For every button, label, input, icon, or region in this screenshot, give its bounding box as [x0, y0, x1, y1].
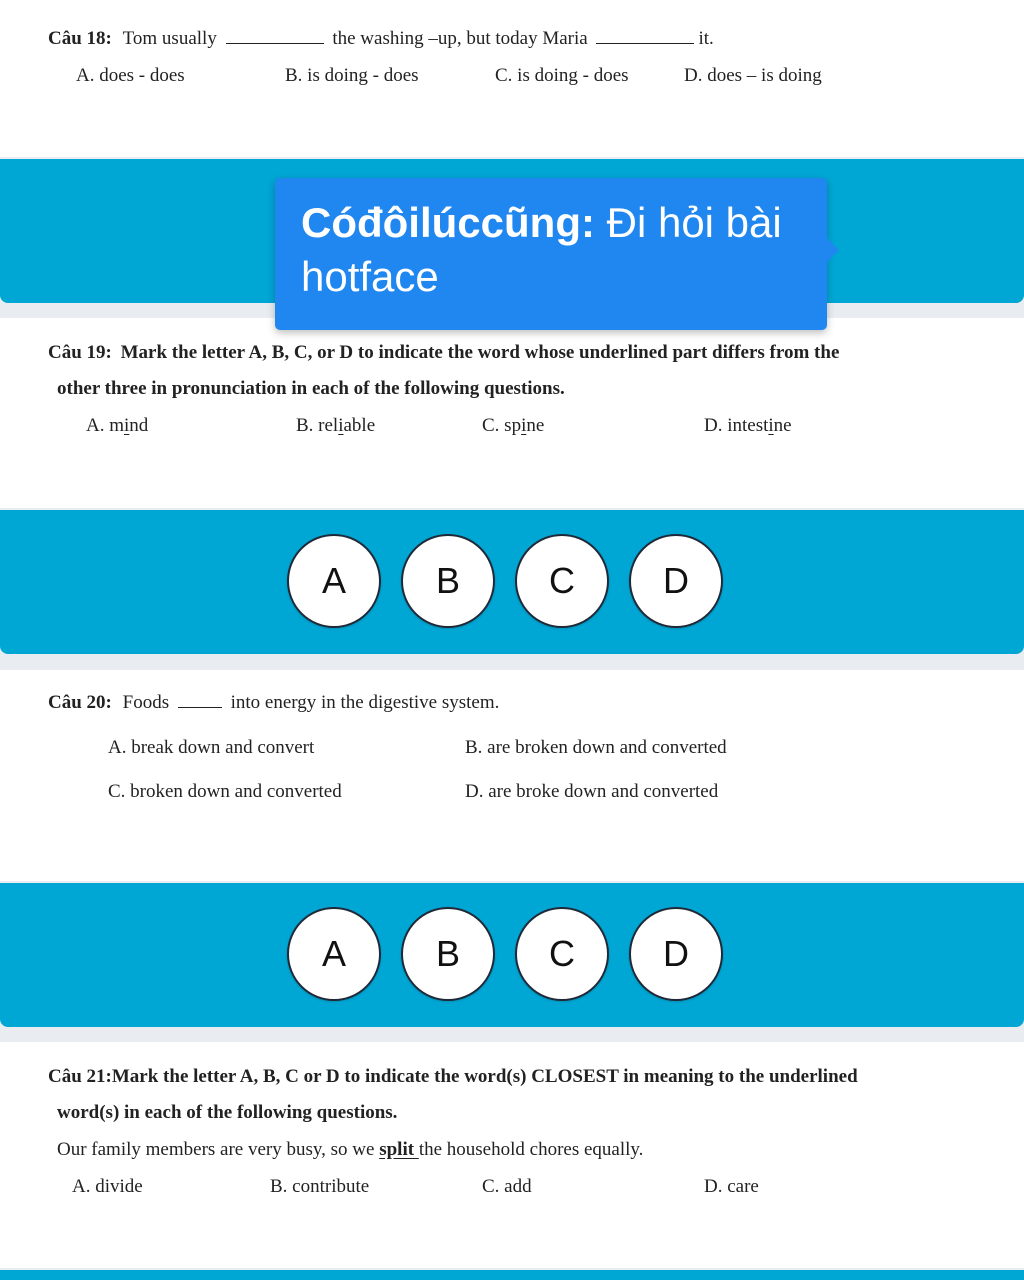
option-b: B. is doing - does [285, 65, 419, 86]
underlined-word: split [379, 1139, 419, 1160]
question-20-text: Câu 20: Foods into energy in the digestive system. [48, 692, 500, 713]
option-a: A. mind [86, 415, 149, 436]
answer-button-a[interactable]: A [287, 907, 381, 1001]
answer-button-c[interactable]: C [515, 534, 609, 628]
answer-button-d[interactable]: D [629, 907, 723, 1001]
question-18-card [0, 0, 1024, 157]
question-19-text-line-2: other three in pronunciation in each of the following questions. [57, 378, 565, 399]
answer-button-c[interactable]: C [515, 907, 609, 1001]
answer-band [0, 510, 1024, 654]
option-a: A. divide [72, 1176, 143, 1197]
answer-button-b[interactable]: B [401, 907, 495, 1001]
question-20-card [0, 670, 1024, 881]
question-19-card [0, 318, 1024, 508]
answer-button-b[interactable]: B [401, 534, 495, 628]
question-18-text: Câu 18: Tom usually the washing –up, but today Maria it. [48, 28, 714, 49]
option-b: B. reliable [296, 415, 376, 436]
option-c: C. add [482, 1176, 532, 1197]
option-d: D. are broke down and converted [465, 781, 719, 802]
popup-bold-text: Cóđôilúccũng: [301, 199, 595, 246]
question-19-text: Câu 19: Mark the letter A, B, C, or D to indicate the word whose underlined part differs from the [48, 342, 840, 363]
option-a: A. break down and convert [108, 737, 315, 758]
question-21-card [0, 1042, 1024, 1268]
answer-band [0, 883, 1024, 1027]
answer-button-a[interactable]: A [287, 534, 381, 628]
question-number: Câu 18: [48, 28, 112, 49]
option-b: B. contribute [270, 1176, 370, 1197]
question-21-text-line-2: word(s) in each of the following questions. [57, 1102, 398, 1123]
popup-tail [827, 238, 839, 262]
question-number: Câu 21: [48, 1066, 112, 1087]
answer-band [0, 1270, 1024, 1280]
popup-text: Đi hỏi bài hotface [301, 199, 782, 300]
answer-blank [178, 694, 222, 708]
option-d: D. intestine [704, 415, 792, 436]
option-c: C. broken down and converted [108, 781, 342, 802]
answer-button-d[interactable]: D [629, 534, 723, 628]
question-number: Câu 20: [48, 692, 112, 713]
option-d: D. care [704, 1176, 759, 1197]
answer-blank [226, 30, 324, 44]
promo-popup[interactable] [275, 178, 827, 330]
question-number: Câu 19: [48, 342, 112, 363]
question-21-text: Câu 21:Mark the letter A, B, C or D to indicate the word(s) CLOSEST in meaning to the underlined [48, 1066, 858, 1087]
option-b: B. are broken down and converted [465, 737, 727, 758]
option-c: C. spine [482, 415, 545, 436]
option-a: A. does - does [76, 65, 185, 86]
option-d: D. does – is doing [684, 65, 822, 86]
question-21-sentence: Our family members are very busy, so we split the household chores equally. [57, 1139, 644, 1160]
answer-blank [596, 30, 694, 44]
option-c: C. is doing - does [495, 65, 629, 86]
